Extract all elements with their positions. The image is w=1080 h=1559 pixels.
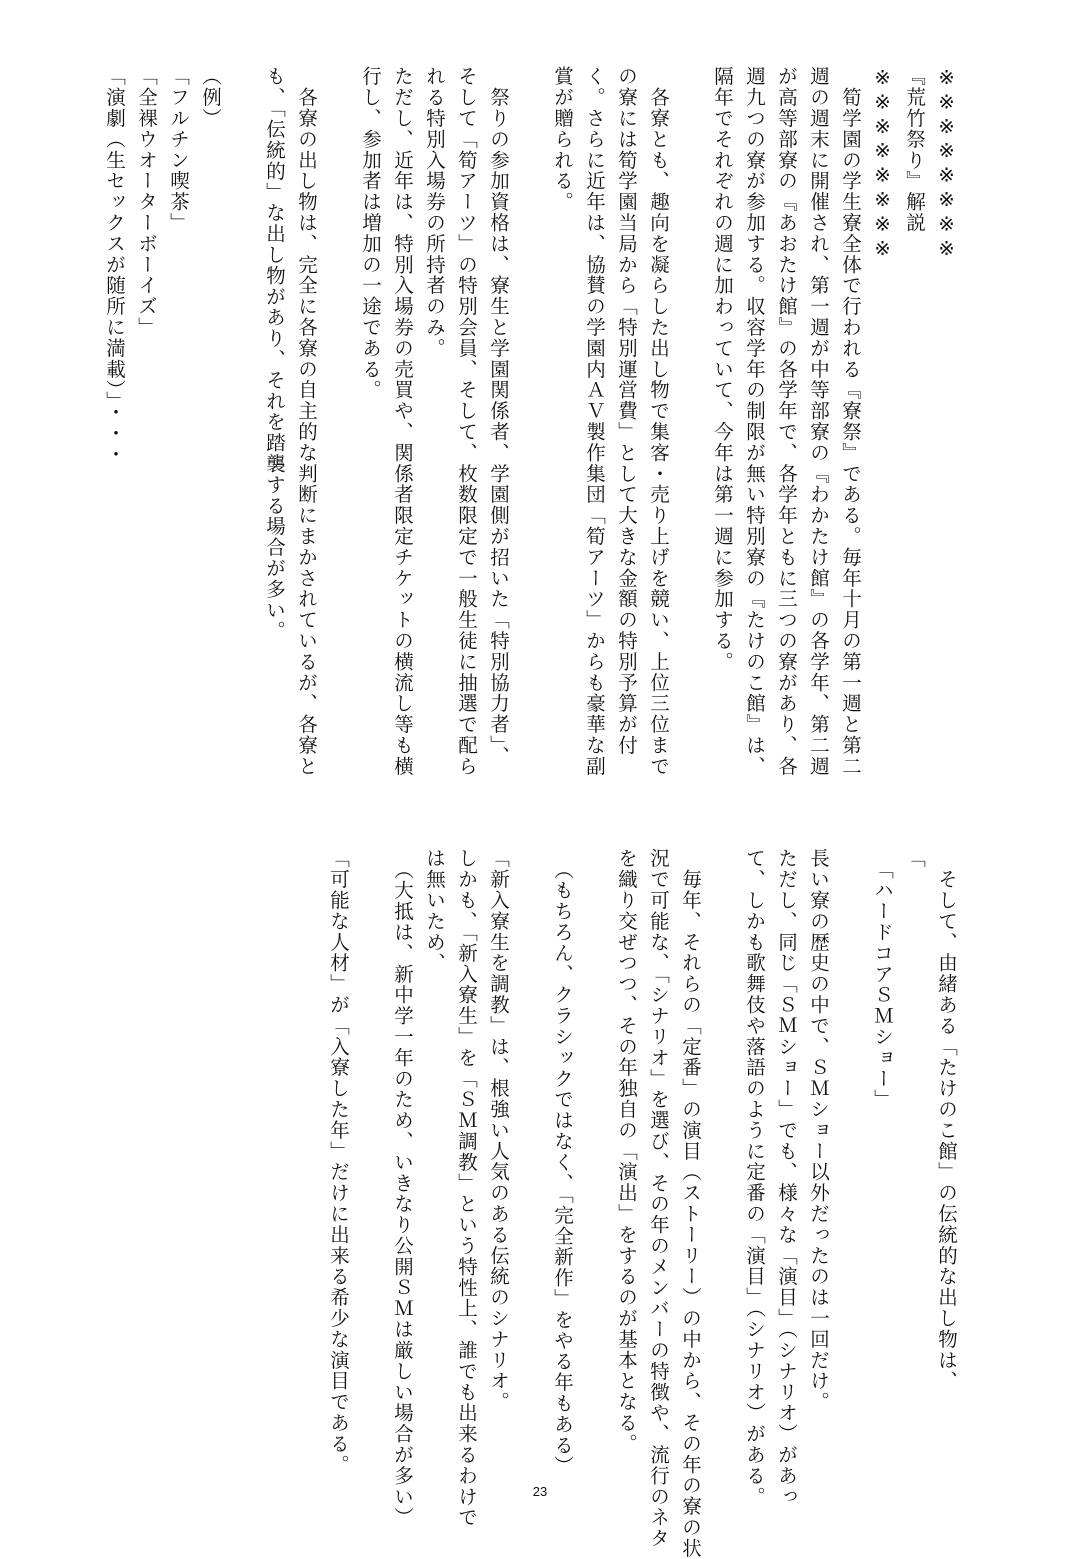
text-line: 「フルチン喫茶」 [167, 66, 190, 234]
text-line: 「可能な人材」が「入寮した年」だけに出来る希少な演目である。 [327, 848, 350, 1475]
text-line: 『荒竹祭り』解説 [903, 66, 926, 234]
text-line: 週の週末に開催され、第一週が中等部寮の『わかたけ館』の各学年、第二週 [807, 66, 830, 777]
text-line: ※※※※※※※※ [871, 66, 894, 262]
text-line: て、しかも歌舞伎や落語のように定番の「演目」（シナリオ）がある。 [743, 848, 766, 1508]
text-line: く。さらに近年は、協賛の学園内ＡＶ製作集団「筍アーツ」からも豪華な副 [583, 66, 606, 777]
text-line: 長い寮の歴史の中で、ＳＭショー以外だったのは一回だけ。 [807, 848, 830, 1413]
text-line: を織り交ぜつつ、その年独自の「演出」をするのが基本となる。 [615, 848, 638, 1455]
text-line: 週九つの寮が参加する。収容学年の制限が無い特別寮の『たけのこ館』は、 [743, 66, 766, 777]
text-line: そして「筍アーツ」の特別会員、そして、枚数限定で一般生徒に抽選で配ら [455, 66, 478, 777]
text-line: （例） [199, 66, 222, 129]
text-line: そして、由緒ある「たけのこ館」の伝統的な出し物は、 [935, 848, 958, 1392]
text-line: ただし、近年は、特別入場券の売買や、関係者限定チケットの横流し等も横 [391, 66, 414, 777]
text-line: 「演劇（生セックスが随所に満載）」・・・ [103, 66, 126, 465]
page-number: 23 [532, 1484, 548, 1499]
text-line: 況で可能な、「シナリオ」を選び、その年のメンバーの特徴や、流行のネタ [647, 848, 670, 1549]
text-line: ただし、同じ「ＳＭショー」でも、様々な「演目」（シナリオ）があっ [775, 848, 798, 1508]
text-line: 「ハードコアＳＭショー」 [871, 848, 894, 1110]
text-line: ※※※※※※※※ [935, 66, 958, 262]
text-line: 賞が贈られる。 [551, 66, 574, 213]
text-line: れる特別入場券の所持者のみ。 [423, 66, 446, 359]
text-line: が高等部寮の『あおたけ館』の各学年で、各学年ともに三つの寮があり、各 [775, 66, 798, 777]
text-line: 筍学園の学生寮全体で行われる『寮祭』である。毎年十月の第一週と第二 [839, 66, 862, 777]
text-line: 「 [903, 848, 926, 869]
text-line: 行し、参加者は増加の一途である。 [359, 66, 382, 401]
text-line: 各寮とも、趣向を凝らした出し物で集客・売り上げを競い、上位三位まで [647, 66, 670, 777]
text-line: 毎年、それらの「定番」の演目（ストーリー）の中から、その年の寮の状 [679, 848, 702, 1559]
text-line: も、「伝統的」な出し物があり、それを踏襲する場合が多い。 [263, 66, 286, 642]
text-line: の寮には筍学園当局から「特別運営費」として大きな金額の特別予算が付 [615, 66, 638, 756]
explanation-text-block [103, 66, 962, 796]
text-line: は無いため、 [423, 848, 446, 974]
text-line: しかも、「新入寮生」を「ＳＭ調教」という特性上、誰でも出来るわけで [455, 848, 478, 1528]
text-line: 隔年でそれぞれの週に加わっていて、今年は第一週に参加する。 [711, 66, 734, 673]
text-line: （大抵は、新中学一年のため、いきなり公開ＳＭは厳しい場合が多い） [391, 848, 414, 1528]
text-line: 「新入寮生を調教」は、根強い人気のある伝統のシナリオ。 [487, 848, 510, 1413]
text-line: 各寮の出し物は、完全に各寮の自主的な判断にまかされているが、各寮と [295, 66, 318, 777]
text-line: 祭りの参加資格は、寮生と学園関係者、学園側が招いた「特別協力者」、 [487, 66, 510, 767]
text-line: 「全裸ウオーターボーイズ」 [135, 66, 158, 338]
text-line: （もちろん、クラシックではなく、「完全新作」をやる年もある） [551, 848, 574, 1477]
